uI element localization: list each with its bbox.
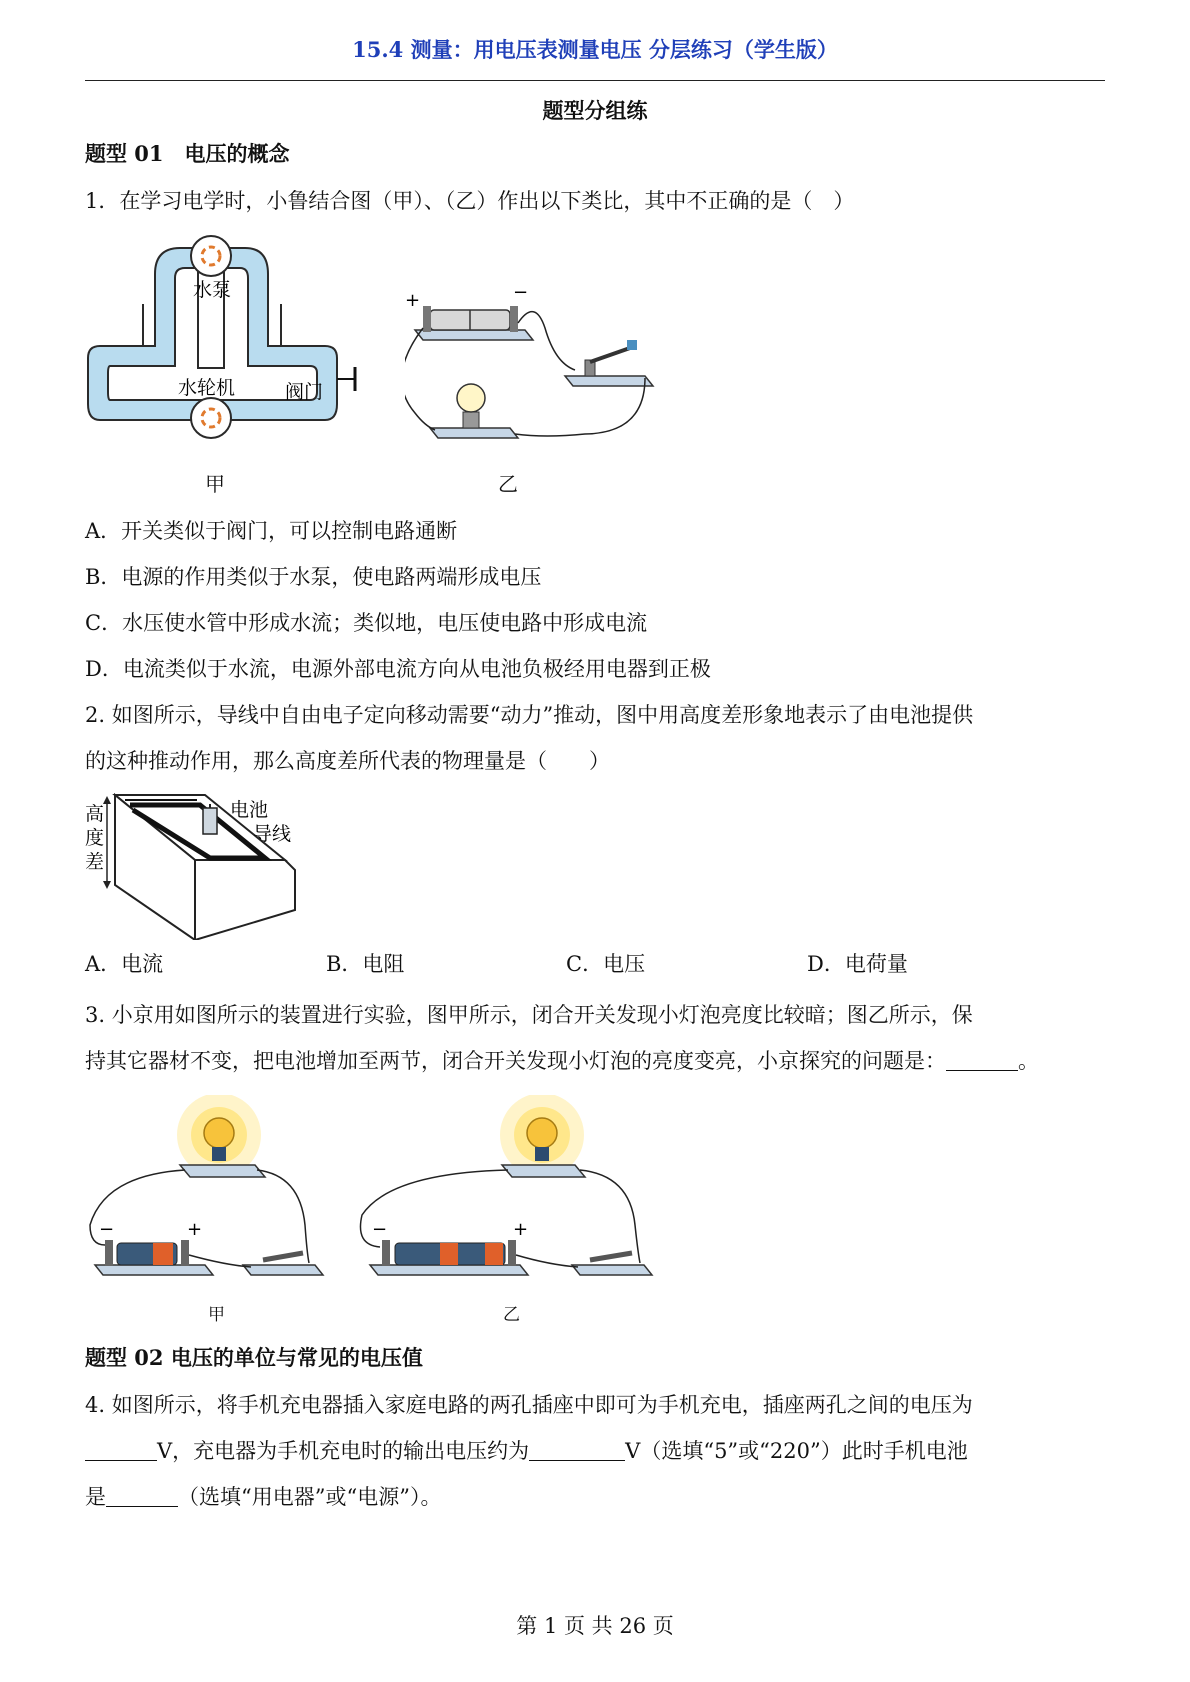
q4-output-voltage-blank[interactable]: [529, 1438, 625, 1461]
q2-option-d: D．电荷量: [807, 952, 908, 976]
turbine-label: 水轮机: [178, 377, 236, 399]
q4-stem-line2: [85, 1428, 1110, 1474]
q3-figure-jia-caption: 甲: [208, 1305, 225, 1325]
q2-option-a: A．电流: [85, 952, 164, 976]
section-title: 题型分组练: [542, 98, 648, 123]
header-divider: [85, 80, 1105, 81]
q3-yi-plus-label: +: [513, 1219, 529, 1240]
height-label-1: 高: [85, 803, 105, 825]
battery-label: 电池: [230, 799, 269, 821]
q3-figure-yi-caption: 乙: [503, 1305, 520, 1325]
q4-stem-line3-pre: 是: [85, 1485, 106, 1509]
q3-stem-line2-end: 。: [1018, 1049, 1039, 1073]
q2-option-b: B．电阻: [326, 952, 405, 976]
q4-stem-line3-end: （选填“用电器”或“电源”）。: [178, 1485, 442, 1509]
q3-jia-minus-label: −: [99, 1219, 115, 1240]
q3-stem-line2-text: 持其它器材不变，把电池增加至两节，闭合开关发现小灯泡的亮度变亮，小京探究的问题是：: [85, 1049, 946, 1073]
page-footer: 第 1 页 共 26 页: [516, 1614, 674, 1638]
q1-figure-yi-caption: 乙: [498, 472, 518, 496]
q2-stem-line1: 2. 如图所示，导线中自由电子定向移动需要“动力”推动，图中用高度差形象地表示了由电池提供: [85, 703, 974, 727]
type02-heading: 题型 02 电压的单位与常见的电压值: [85, 1345, 423, 1370]
q4-socket-voltage-blank[interactable]: [85, 1438, 157, 1461]
valve-label: 阀门: [285, 381, 324, 403]
document-header-title: 15.4 测量：用电压表测量电压 分层练习（学生版）: [352, 37, 838, 62]
q3-figure-yi: [350, 1095, 660, 1285]
q1-figure-jia: [85, 234, 370, 494]
type01-heading: 题型 01 电压的概念: [85, 141, 290, 166]
q3-stem-line2: [85, 1038, 1110, 1084]
q4-stem-line1: 4. 如图所示，将手机充电器插入家庭电路的两孔插座中即可为手机充电，插座两孔之间的电压为: [85, 1393, 973, 1417]
q3-yi-minus-label: −: [372, 1219, 388, 1240]
battery-minus-label: −: [513, 288, 529, 303]
battery-plus-label: +: [405, 290, 421, 311]
q2-figure: [85, 790, 310, 940]
q3-stem-line1: 3. 小京用如图所示的装置进行实验，图甲所示，闭合开关发现小灯泡亮度比较暗；图乙所示，保: [85, 1003, 973, 1027]
pump-label: 水泵: [193, 279, 232, 301]
wire-label: 导线: [253, 823, 292, 845]
q3-answer-blank[interactable]: [946, 1048, 1018, 1071]
height-label-3: 差: [85, 851, 105, 873]
q1-option-d: D．电流类似于水流，电源外部电流方向从电池负极经用电器到正极: [85, 657, 711, 681]
q3-figure-jia: [85, 1095, 335, 1285]
q4-stem-line2-end: V（选填“5”或“220”）此时手机电池: [625, 1439, 968, 1463]
q2-option-c: C．电压: [566, 952, 646, 976]
q1-stem: 1．在学习电学时，小鲁结合图（甲）、（乙）作出以下类比，其中不正确的是（ ）: [85, 189, 855, 213]
q1-figure-yi: [405, 288, 665, 463]
q1-option-a: A．开关类似于阀门，可以控制电路通断: [85, 519, 458, 543]
q1-figure-jia-caption: 甲: [205, 472, 225, 496]
q4-battery-role-blank[interactable]: [106, 1484, 178, 1507]
q2-stem-line2: 的这种推动作用，那么高度差所代表的物理量是（ ）: [85, 749, 610, 773]
q3-jia-plus-label: +: [187, 1219, 203, 1240]
q1-option-b: B．电源的作用类似于水泵，使电路两端形成电压: [85, 565, 542, 589]
q4-stem-line2-mid: V，充电器为手机充电时的输出电压约为: [157, 1439, 530, 1463]
q4-stem-line3: [85, 1474, 1110, 1520]
q1-option-c: C．水压使水管中形成水流；类似地，电压使电路中形成电流: [85, 611, 648, 635]
height-label-2: 度: [85, 827, 105, 849]
